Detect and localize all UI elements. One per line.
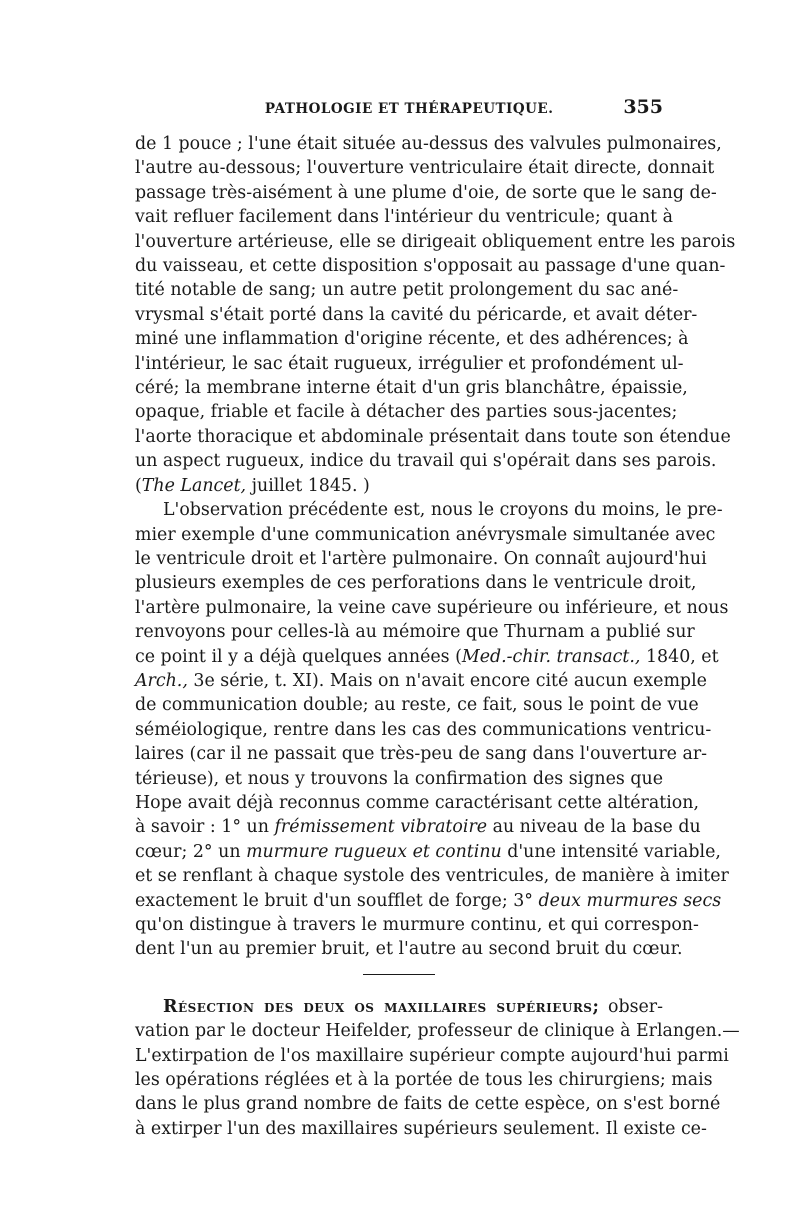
text-line: qu'on distingue à travers le murmure continu, et qui correspon-	[135, 915, 699, 935]
text-line: tité notable de sang; un autre petit prolongement du sac ané-	[135, 280, 679, 301]
text-line: Hope avait déjà reconnus comme caractérisant cette altération,	[135, 792, 699, 813]
running-head: PATHOLOGIE ET THÉRAPEUTIQUE.	[264, 101, 554, 117]
text-line: du vaisseau, et cette disposition s'opposait au passage d'une quan-	[135, 256, 726, 277]
text-line: térieuse), et nous y trouvons la confirmation des signes que	[135, 768, 663, 789]
text-line: vrysmal s'était porté dans la cavité du péricarde, et avait déter-	[135, 304, 698, 325]
text-line	[135, 815, 701, 839]
text-segment: ce point il y a déjà quelques années (	[135, 646, 462, 667]
text-line: séméiologique, rentre dans les cas des communications ventricu-	[135, 719, 712, 740]
text-line: et se renflant à chaque systole des ventricules, de manière à imiter	[135, 866, 729, 887]
page-number: 355	[623, 96, 663, 118]
section-title: Résection des deux os maxillaires supérieurs;	[163, 996, 600, 1017]
text-line: de communication double; au reste, ce fait, sous le point de vue	[135, 695, 699, 716]
text-line: opaque, friable et facile à détacher des parties sous-jacentes;	[135, 402, 678, 423]
emphasized-term: frémissement vibratoire	[274, 817, 488, 838]
text-line: de 1 pouce ; l'une était située au-dessus des valvules pulmonaires,	[135, 134, 722, 154]
text-segment: 3e série, t. XI). Mais on n'avait encore cité aucun exemple	[187, 670, 707, 691]
text-line: l'artère pulmonaire, la veine cave supérieure ou inférieure, et nous	[135, 597, 729, 618]
citation-open: (	[135, 475, 142, 496]
journal-reference: Arch.,	[135, 670, 188, 691]
text-line: les opérations réglées et à la portée de tous les chirurgiens; mais	[135, 1070, 713, 1091]
text-line: un aspect rugueux, indice du travail qui s'opérait dans ses parois.	[135, 451, 717, 472]
text-line: dent l'un au premier bruit, et l'autre au second bruit du cœur.	[135, 939, 683, 960]
text-segment: exactement le bruit d'un soufflet de forge; 3°	[135, 890, 539, 911]
text-line	[135, 995, 663, 1019]
text-line: l'aorte thoracique et abdominale présentait dans toute son étendue	[135, 426, 731, 447]
text-line: à extirper l'un des maxillaires supérieurs seulement. Il existe ce-	[135, 1118, 707, 1139]
text-segment: cœur; 2° un	[135, 841, 247, 862]
emphasized-term: murmure rugueux et continu	[246, 841, 502, 862]
page-header	[135, 96, 663, 132]
text-segment: 1840, et	[640, 646, 719, 667]
paragraph-commentary	[135, 498, 729, 962]
text-line	[135, 645, 719, 669]
text-segment: au niveau de la base du	[487, 817, 701, 838]
text-line: laires (car il ne passait que très-peu de sang dans l'ouverture ar-	[135, 744, 708, 765]
text-line	[135, 840, 721, 864]
text-line: l'intérieur, le sac était rugueux, irrégulier et profondément ul-	[135, 353, 684, 374]
text-line: vait refluer facilement dans l'intérieur du ventricule; quant à	[135, 207, 674, 228]
section-divider	[363, 974, 435, 975]
text-line	[135, 669, 707, 693]
text-line: l'autre au-dessous; l'ouverture ventriculaire était directe, donnait	[135, 158, 715, 179]
text-line: renvoyons pour celles-là au mémoire que Thurnam a publié sur	[135, 622, 695, 643]
text-line: mier exemple d'une communication anévrysmale simultanée avec	[135, 524, 716, 545]
text-line: passage très-aisément à une plume d'oie, de sorte que le sang de-	[135, 182, 717, 203]
citation-line	[135, 474, 663, 498]
document-page	[135, 96, 740, 1141]
text-line: l'ouverture artérieuse, elle se dirigeait obliquement entre les parois	[135, 231, 736, 252]
text-line: L'observation précédente est, nous le croyons du moins, le pre-	[163, 500, 723, 521]
emphasized-term: deux murmures secs	[538, 890, 722, 911]
paragraph-resection	[135, 995, 740, 1141]
citation-date: juillet 1845. )	[246, 475, 370, 496]
text-line: le ventricule droit et l'artère pulmonaire. On connaît aujourd'hui	[135, 548, 707, 569]
text-line: L'extirpation de l'os maxillaire supérieur compte aujourd'hui parmi	[135, 1045, 729, 1066]
text-segment: d'une intensité variable,	[501, 841, 721, 862]
text-segment: à savoir : 1° un	[135, 817, 275, 838]
text-line: plusieurs exemples de ces perforations dans le ventricule droit,	[135, 573, 697, 594]
paragraph-lancet-observation	[135, 132, 736, 498]
text-segment: obser-	[599, 996, 663, 1017]
text-line: vation par le docteur Heifelder, professeur de clinique à Erlangen.—	[135, 1021, 740, 1042]
citation-journal: The Lancet,	[141, 475, 247, 496]
text-line: céré; la membrane interne était d'un gris blanchâtre, épaissie,	[135, 378, 688, 399]
journal-reference: Med.-chir. transact.,	[461, 646, 641, 667]
text-line: miné une inflammation d'origine récente, et des adhérences; à	[135, 329, 689, 350]
text-line	[135, 889, 722, 913]
text-line: dans le plus grand nombre de faits de cette espèce, on s'est borné	[135, 1094, 721, 1115]
